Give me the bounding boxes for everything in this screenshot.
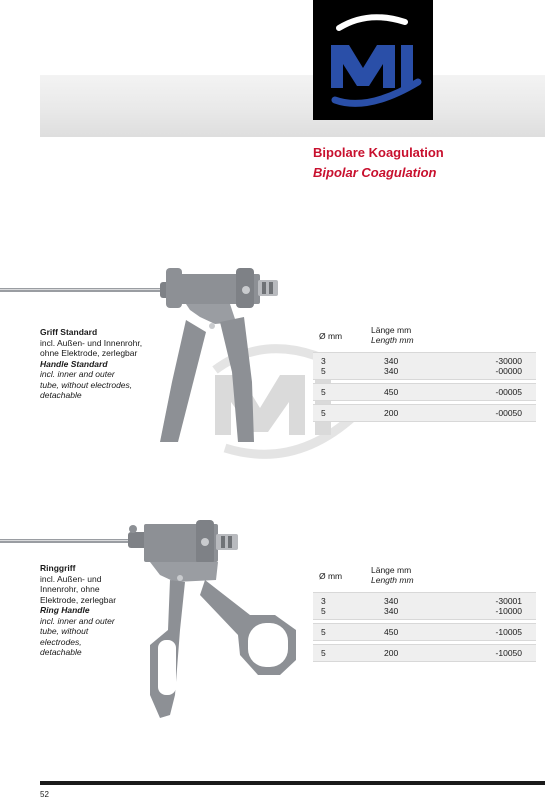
diameter-value: 5 xyxy=(321,606,326,616)
product-2-name-en: Ring Handle xyxy=(40,605,90,615)
article-number: -10000 xyxy=(495,606,522,616)
length-value: 450 xyxy=(384,387,399,397)
length-value: 340 xyxy=(384,356,399,366)
article-number: -00050 xyxy=(495,408,522,418)
article-number: -30000 xyxy=(495,356,522,366)
product-1-desc-de: incl. Außen- und Innenrohr, ohne Elektrode, zerlegbar xyxy=(40,337,143,358)
table-row xyxy=(313,352,536,380)
company-logo xyxy=(313,0,433,120)
article-number: -30001 xyxy=(495,596,522,606)
length-value: 200 xyxy=(384,408,399,418)
diameter-header: Ø mm xyxy=(319,571,343,581)
length-header xyxy=(371,565,414,585)
diameter-value: 5 xyxy=(321,627,326,637)
product-1-desc-en: incl. inner and outer tube, without electrodes, detachable xyxy=(40,369,133,400)
spec-table-header xyxy=(313,567,536,589)
table-row xyxy=(313,592,536,620)
product-2-desc-en: incl. inner and outer tube, without electrodes, detachable xyxy=(40,615,115,657)
header-band xyxy=(40,75,545,137)
table-row xyxy=(313,404,536,422)
diameter-value: 5 xyxy=(321,648,326,658)
product-1-description xyxy=(40,327,142,401)
product-2-spec-table xyxy=(313,567,536,662)
product-1-name-de: Griff Standard xyxy=(40,327,98,337)
length-value: 200 xyxy=(384,648,399,658)
page-number: 52 xyxy=(40,790,49,799)
product-1-name-en: Handle Standard xyxy=(40,358,108,369)
length-header xyxy=(371,325,414,345)
article-number: -10005 xyxy=(495,627,522,637)
section-title-en: Bipolar Coagulation xyxy=(313,165,437,180)
footer-rule xyxy=(40,781,545,785)
diameter-header: Ø mm xyxy=(319,331,343,341)
length-value: 450 xyxy=(384,627,399,637)
article-number: -00005 xyxy=(495,387,522,397)
product-2-name-de: Ringgriff xyxy=(40,563,76,573)
product-2-description xyxy=(40,563,116,658)
table-row xyxy=(313,623,536,641)
length-header-de: Länge mm xyxy=(371,325,412,335)
product-2-desc-de: incl. Außen- und Innenrohr, ohne Elektrode, zerlegbar xyxy=(40,573,117,605)
table-row xyxy=(313,644,536,662)
length-header-de: Länge mm xyxy=(371,565,412,575)
section-title-de: Bipolare Koagulation xyxy=(313,145,444,160)
diameter-value: 3 xyxy=(321,596,326,606)
length-value: 340 xyxy=(384,366,399,376)
table-row xyxy=(313,383,536,401)
diameter-value: 3 xyxy=(321,356,326,366)
article-number: -00000 xyxy=(495,366,522,376)
article-number: -10050 xyxy=(495,648,522,658)
diameter-value: 5 xyxy=(321,408,326,418)
spec-table-header xyxy=(313,327,536,349)
length-value: 340 xyxy=(384,606,399,616)
length-header-en: Length mm xyxy=(371,575,414,585)
length-header-en: Length mm xyxy=(371,335,414,345)
length-value: 340 xyxy=(384,596,399,606)
diameter-value: 5 xyxy=(321,366,326,376)
diameter-value: 5 xyxy=(321,387,326,397)
product-1-spec-table xyxy=(313,327,536,422)
